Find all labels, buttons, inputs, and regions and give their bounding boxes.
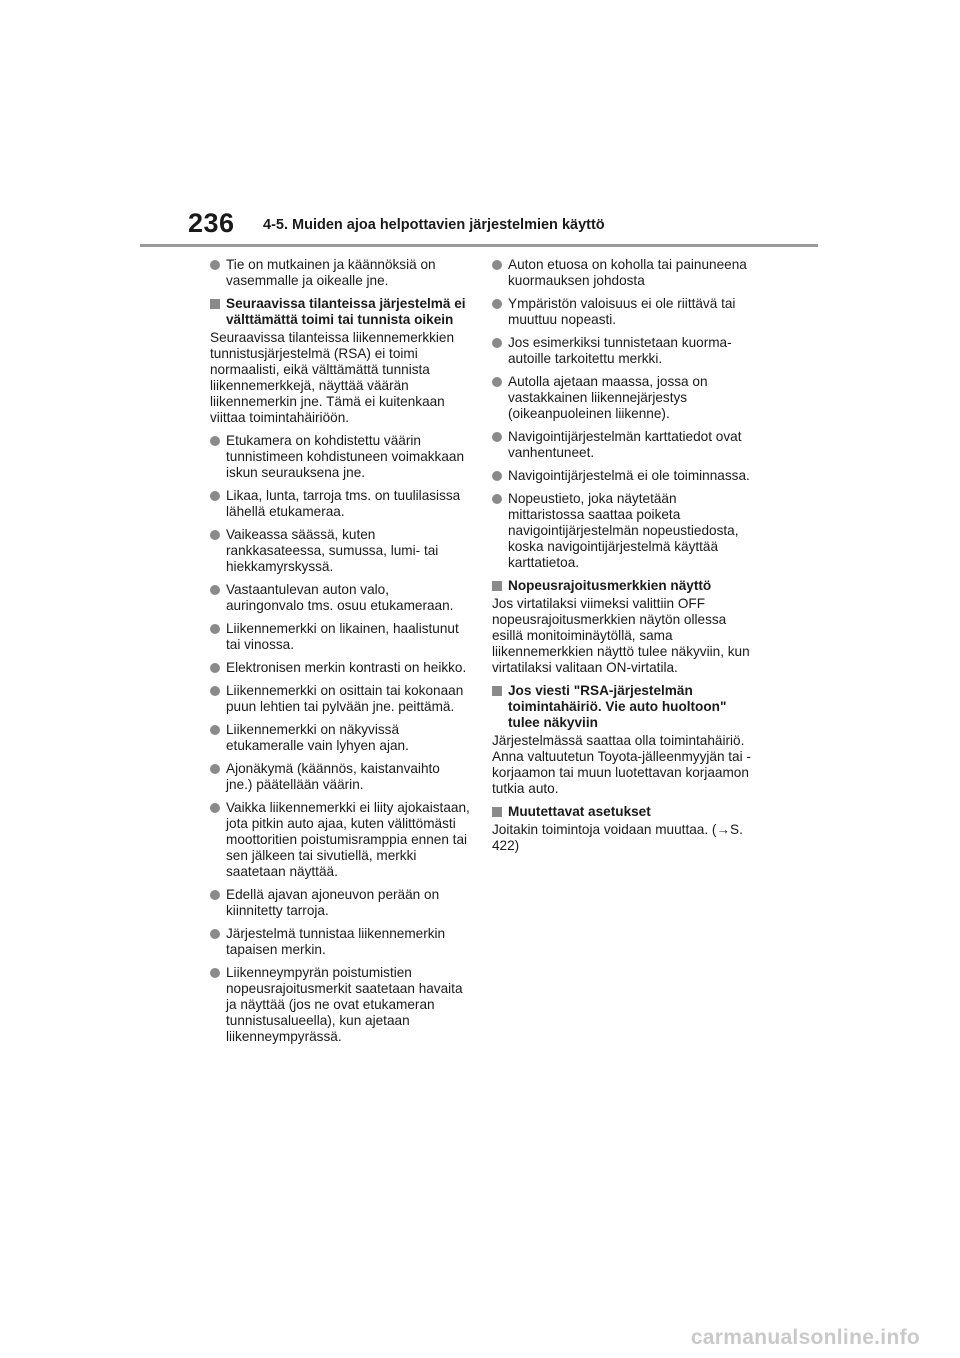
paragraph: Jos virtatilaksi viimeksi valittiin OFF nopeusrajoitusmerkkien näytön ollessa esillä monitoiminäytöllä, sama liikennemerkkien näyttö tulee näkyviin, kun virtatilaksi valitaan ON-virtatila.: [492, 596, 750, 675]
paragraph: Seuraavissa tilanteissa liikennemerkkien tunnistusjärjestelmä (RSA) ei toimi normaalisti, eikä välttämättä tunnista liikennemerkkejä, näyttää väärän liikennemerkin jne. Tämä ei kuitenkaan viittaa toimintahäiriöön.: [210, 330, 455, 425]
section-heading: Muutettavat asetukset: [492, 804, 752, 820]
bullet-item: Vaikeassa säässä, kuten rankkasateessa, sumussa, lumi- tai hiekkamyrskyssä.: [210, 527, 470, 575]
left-column: [210, 257, 470, 1052]
bullet-item: Ympäristön valoisuus ei ole riittävä tai muuttuu nopeasti.: [492, 296, 752, 328]
section-heading: Seuraavissa tilanteissa järjestelmä ei välttämättä toimi tai tunnista oikein: [210, 296, 470, 328]
bullet-item: Elektronisen merkin kontrasti on heikko.: [210, 660, 470, 676]
header-rule: [140, 244, 818, 247]
page-number: 236: [188, 208, 235, 238]
watermark: carmanualsonline.info: [690, 1326, 920, 1349]
bullet-item: Liikennemerkki on osittain tai kokonaan puun lehtien tai pylvään jne. peittämä.: [210, 683, 470, 715]
bullet-item: Liikenneympyrän poistumistien nopeusrajoitusmerkit saatetaan havaita ja näyttää (jos ne ovat etukameran tunnistusalueella), kun ajetaan liikenneympyrässä.: [210, 965, 470, 1045]
section-heading: Jos viesti "RSA-järjestelmän toimintahäiriö. Vie auto huoltoon" tulee näkyviin: [492, 683, 752, 731]
bullet-item: Liikennemerkki on likainen, haalistunut tai vinossa.: [210, 621, 470, 653]
bullet-item: Edellä ajavan ajoneuvon perään on kiinnitetty tarroja.: [210, 887, 470, 919]
bullet-item: Navigointijärjestelmä ei ole toiminnassa.: [492, 468, 752, 484]
bullet-item: Nopeustieto, joka näytetään mittaristossa saattaa poiketa navigointijärjestelmän nopeustiedosta, koska navigointijärjestelmä käyttää karttatietoa.: [492, 491, 752, 571]
bullet-item: Liikennemerkki on näkyvissä etukameralle vain lyhyen ajan.: [210, 722, 470, 754]
bullet-item: Navigointijärjestelmän karttatiedot ovat vanhentuneet.: [492, 429, 752, 461]
bullet-item: Likaa, lunta, tarroja tms. on tuulilasissa lähellä etukameraa.: [210, 488, 470, 520]
bullet-item: Ajonäkymä (käännös, kaistanvaihto jne.) päätellään väärin.: [210, 761, 470, 793]
section-title: 4-5. Muiden ajoa helpottavien järjestelmien käyttö: [263, 217, 605, 233]
bullet-item: Autolla ajetaan maassa, jossa on vastakkainen liikennejärjestys (oikeanpuoleinen liikenne).: [492, 374, 752, 422]
right-column: [492, 257, 752, 861]
bullet-item: Tie on mutkainen ja käännöksiä on vasemmalle ja oikealle jne.: [210, 257, 470, 289]
bullet-item: Jos esimerkiksi tunnistetaan kuorma-autoille tarkoitettu merkki.: [492, 335, 752, 367]
bullet-item: Auton etuosa on koholla tai painuneena kuormauksen johdosta: [492, 257, 752, 289]
paragraph: Joitakin toimintoja voidaan muuttaa. (→S. 422): [492, 822, 743, 853]
bullet-item: Järjestelmä tunnistaa liikennemerkin tapaisen merkin.: [210, 926, 470, 958]
bullet-item: Vastaantulevan auton valo, auringonvalo tms. osuu etukameraan.: [210, 582, 470, 614]
bullet-item: Etukamera on kohdistettu väärin tunnistimeen kohdistuneen voimakkaan iskun seurauksena jne.: [210, 433, 470, 481]
section-heading: Nopeusrajoitusmerkkien näyttö: [492, 578, 752, 594]
bullet-item: Vaikka liikennemerkki ei liity ajokaistaan, jota pitkin auto ajaa, kuten välittömästi moottoritien poistumisramppia ennen tai sen jälkeen tai sivutiellä, merkki saatetaan näyttää.: [210, 800, 470, 880]
paragraph: Järjestelmässä saattaa olla toimintahäiriö. Anna valtuutetun Toyota-jälleenmyyjän tai -korjaamon tai muun luotettavan korjaamon tutkia auto.: [492, 733, 751, 796]
